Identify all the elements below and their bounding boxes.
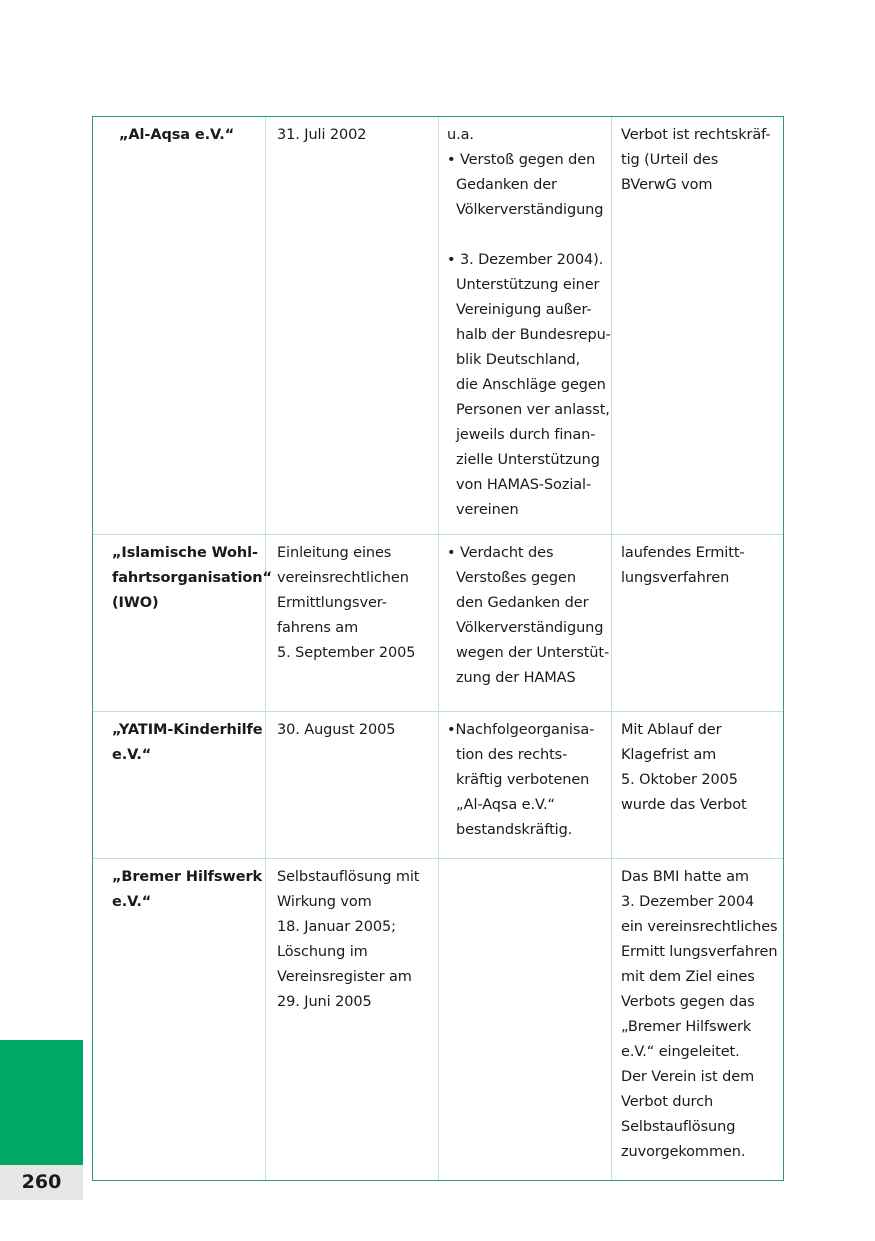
reason-line: halb der Bundesrepu- — [456, 327, 611, 343]
status-line: wurde das Verbot — [621, 797, 747, 813]
status-line: „Bremer Hilfswerk — [621, 1019, 752, 1035]
reason-cell — [447, 859, 617, 1182]
reason-line: Personen ver anlasst, — [456, 402, 610, 418]
date-text: 31. Juli 2002 — [277, 127, 367, 143]
status-line: 3. Dezember 2004 — [621, 894, 755, 910]
reason-line: Vereinigung außer- — [456, 302, 592, 318]
association-name-cell — [112, 712, 266, 859]
date-text: Wirkung vom — [277, 894, 372, 910]
status-cell — [621, 535, 786, 712]
association-name: fahrtsorganisation“ — [112, 570, 272, 586]
reason-line: u.a. — [447, 127, 474, 143]
reason-line: wegen der Unterstüt- — [456, 645, 610, 661]
date-text: Löschung im — [277, 944, 368, 960]
date-text: vereinsrechtlichen — [277, 570, 409, 586]
status-line: zuvorgekommen. — [621, 1144, 746, 1160]
date-text: 5. September 2005 — [277, 645, 416, 661]
date-cell — [277, 117, 437, 534]
date-text: fahrens am — [277, 620, 359, 636]
reason-line: • 3. Dezember 2004). — [447, 252, 604, 268]
reason-line: tion des rechts- — [456, 747, 568, 763]
status-line: Ermitt lungsverfahren — [621, 944, 778, 960]
association-name: e.V.“ — [112, 894, 152, 910]
reason-line: vereinen — [456, 502, 519, 518]
table-row — [93, 534, 783, 712]
association-name: (IWO) — [112, 595, 159, 611]
date-cell — [277, 859, 437, 1182]
reason-line: „Al-Aqsa e.V.“ — [456, 797, 555, 813]
status-line: lungsverfahren — [621, 570, 730, 586]
status-line: BVerwG vom — [621, 177, 713, 193]
date-text: Vereinsregister am — [277, 969, 412, 985]
reason-line: bestandskräftig. — [456, 822, 573, 838]
reason-line: • Verdacht des — [447, 545, 554, 561]
association-name-cell — [112, 859, 266, 1182]
status-line: Klagefrist am — [621, 747, 717, 763]
status-line: ein vereinsrechtliches — [621, 919, 778, 935]
reason-line: • Verstoß gegen den — [447, 152, 596, 168]
date-cell — [277, 535, 437, 712]
table-row — [93, 711, 783, 859]
reason-line: Völkerverständigung — [456, 202, 604, 218]
date-text: 30. August 2005 — [277, 722, 396, 738]
reason-line: Gedanken der — [456, 177, 557, 193]
reason-line: zung der HAMAS — [456, 670, 576, 686]
association-name: „YATIM-Kinderhilfe — [112, 722, 263, 738]
reason-gap — [447, 223, 617, 248]
reason-line: jeweils durch finan- — [456, 427, 596, 443]
association-name: e.V.“ — [112, 747, 152, 763]
date-text: Einleitung eines — [277, 545, 392, 561]
status-line: e.V.“ eingeleitet. — [621, 1044, 740, 1060]
reason-cell — [447, 535, 617, 712]
reason-line: blik Deutschland, — [456, 352, 581, 368]
status-line: mit dem Ziel eines — [621, 969, 755, 985]
status-line: Mit Ablauf der — [621, 722, 722, 738]
association-name: „Bremer Hilfswerk — [112, 869, 263, 885]
association-ban-table — [92, 116, 784, 1181]
reason-line: kräftig verbotenen — [456, 772, 590, 788]
reason-line: •Nachfolgeorganisa- — [447, 722, 595, 738]
date-text: 29. Juni 2005 — [277, 994, 372, 1010]
association-name-cell — [119, 117, 273, 534]
date-text: 18. Januar 2005; — [277, 919, 396, 935]
association-name-cell — [112, 535, 272, 712]
status-line: tig (Urteil des — [621, 152, 719, 168]
table-row — [93, 858, 783, 1182]
status-line: Selbstauflösung — [621, 1119, 736, 1135]
page-number: 260 — [0, 1165, 83, 1200]
status-line: Verbot durch — [621, 1094, 714, 1110]
reason-line: den Gedanken der — [456, 595, 589, 611]
reason-line: Unterstützung einer — [456, 277, 600, 293]
association-name: „Al-Aqsa e.V.“ — [119, 127, 235, 143]
status-cell — [621, 117, 786, 534]
reason-cell — [447, 117, 617, 534]
table-row — [93, 117, 783, 534]
status-line: 5. Oktober 2005 — [621, 772, 738, 788]
status-cell — [621, 859, 786, 1182]
status-line: laufendes Ermitt- — [621, 545, 745, 561]
reason-cell — [447, 712, 617, 859]
status-cell — [621, 712, 786, 859]
reason-line: Verstoßes gegen — [456, 570, 576, 586]
chapter-color-tab — [0, 1040, 83, 1165]
status-line: Verbot ist rechtskräf- — [621, 127, 771, 143]
reason-line: Völkerverständigung — [456, 620, 604, 636]
reason-line: von HAMAS-Sozial- — [456, 477, 592, 493]
reason-line: die Anschläge gegen — [456, 377, 606, 393]
status-line: Das BMI hatte am — [621, 869, 749, 885]
date-cell — [277, 712, 437, 859]
association-name: „Islamische Wohl- — [112, 545, 258, 561]
status-line: Der Verein ist dem — [621, 1069, 755, 1085]
status-line: Verbots gegen das — [621, 994, 755, 1010]
date-text: Selbstauflösung mit — [277, 869, 420, 885]
date-text: Ermittlungsver- — [277, 595, 387, 611]
reason-line: zielle Unterstützung — [456, 452, 600, 468]
